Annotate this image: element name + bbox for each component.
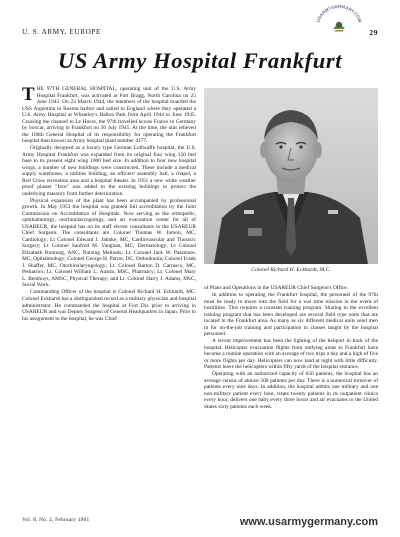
drop-cap: T [22,86,35,105]
right-text-column [204,285,378,498]
website-url: www.usarmygermany.com [239,516,378,528]
publication-name: U. S. ARMY, EUROPE [22,28,101,36]
paragraph: In addition to operating the Frankfurt hospital, the personnel of the 97th must be ready to move into the field for a war time mission in the event of hostilities. This requires a constant training program. Sharing in the excellent training program that has been developed are several field type units that are located in the Frankfurt area. As many as six different medical units send men in for on-the-job training and participation in classes taught by the hospital personnel. [204,292,378,338]
usarmygermany-logo [313,4,365,34]
logo-text: USARMYGERMANY.COM [315,4,363,23]
paragraph: Operating with an authorized capacity of 650 patients, the hospital has an average census of almost 500 patients per day. There is a numerical turnover of patients every nine days. In addition, the hospital admits one military and one non-military patient every hour, treats twenty patients in its outpatient clinics every hour, delivers one baby every three hours and air evacuates to the United States sixty patients each week. [204,371,378,410]
issue-info: Vol. 8, No. 2, February 1961 [22,517,90,523]
paragraph: Originally designed as a luxury type German Luftwaffe hospital, the U.S. Army Hospital Frankfurt was expanded from its original four wing 150 bed base to its present eight wing 1000 bed size. In addition to four new hospital wings, a number of new buildings were constructed. These include a medical supply warehouse, a utilities building, an officers' assembly hall, a chapel, a Red Cross recreation area and a hospital theater. In 1951 a new white weather proof plaster "face" was added to the existing buildings to protect the underlying masonry from further deterioration. [22,145,196,197]
paragraph: THE 97TH GENERAL HOSPITAL, operating unit of the U.S. Army Hospital Frankfurt, was activated at Fort Bragg, North Carolina on 25 June 1943. On 23 March 1944, the members of the hospital boarded the USS Argentina in Boston harbor and sailed to England where they operated a U.S. Army Hospital at Wheatley's Halton Park from April 1944 to June 1945. Crossing the channel to Le Havre, the 97th travelled across France to Germany by boxcar, arriving in Frankfurt on 30 July 1945. At the time, the unit relieved the 100th General Hospital of its responsibility for operating the Frankfurt hospital then known as Army hospital plant number 4277. [22,86,196,145]
page-number: 29 [369,28,378,37]
portrait-photo [204,88,378,264]
paragraph: of Plans and Operations in the USAREUR Chief Surgeon's Office. [204,285,349,291]
paragraph: A recent improvement has been the lighting of the heliport in back of the hospital. Helicopter evacuation flights from outlying areas to Frankfurt have become a routine operation with an average of two trips a day and a high of five or more flights per day. Helicopters can now land at night with little difficulty. Patients leave the helicopters within fifty yards of the hospital entrance. [204,338,378,371]
paragraph: Commanding Officer of the hospital is Colonel Richard H. Eckhardt, MC. Colonel Eckhardt has a distinguished record as a military physician and hospital administrator. He commanded the hospital at Fort Dix prior to arriving in USAREUR and was Deputy Surgeon of General Headquarters in Japan. Prior to his assignment to the hospital, he was Chief [22,289,196,322]
photo-caption: Colonel Richard H. Eckhardt, M.C. [251,267,331,273]
article-title: US Army Hospital Frankfurt [57,48,343,73]
paragraph: Physical expansion of the plant has been accompanied by professional growth. In May 1953 the hospital was granted full accreditation by the Joint Commission on Accreditation of Hospitals. Now serving as the orthopedic, ophthalmology, otorhinolaryngology, and air evacuation center for all of USAREUR, the hospital has on its staff eleven consultants to the USAREUR Chief Surgeon. The consultants are Colonel Thomas W. Inmon, MC, Cardiology; Lt Colonel Edward J. Jahnke, MC, Cardiovascular and Thoracic Surgery; Lt Colonel Sanford M. Vaughan, MC, Dermatology; Lt Colonel Elizabeth Breitung, ANC, Nursing Methods; Lt. Colonel Jack W. Passmore, MC, Opthalmology; Colonel George H. Parrot, DC, Orthodontia; Colonel Frank J. Shaffer, MC, Otorhinolaryngology; Lt. Colonel Barton D. Carrasco, MC, Pediatrics; Lt. Colonel William L. Austin, MSC, Pharmacy; Lt. Colonel Mary L. Benthuys, AMSC, Physical Therapy; and Lt. Colonel Harry J. Adams, MSC, Social Work. [22,197,196,289]
left-text-column [22,86,196,514]
svg-text:USARMYGERMANY.COM [315,4,362,23]
